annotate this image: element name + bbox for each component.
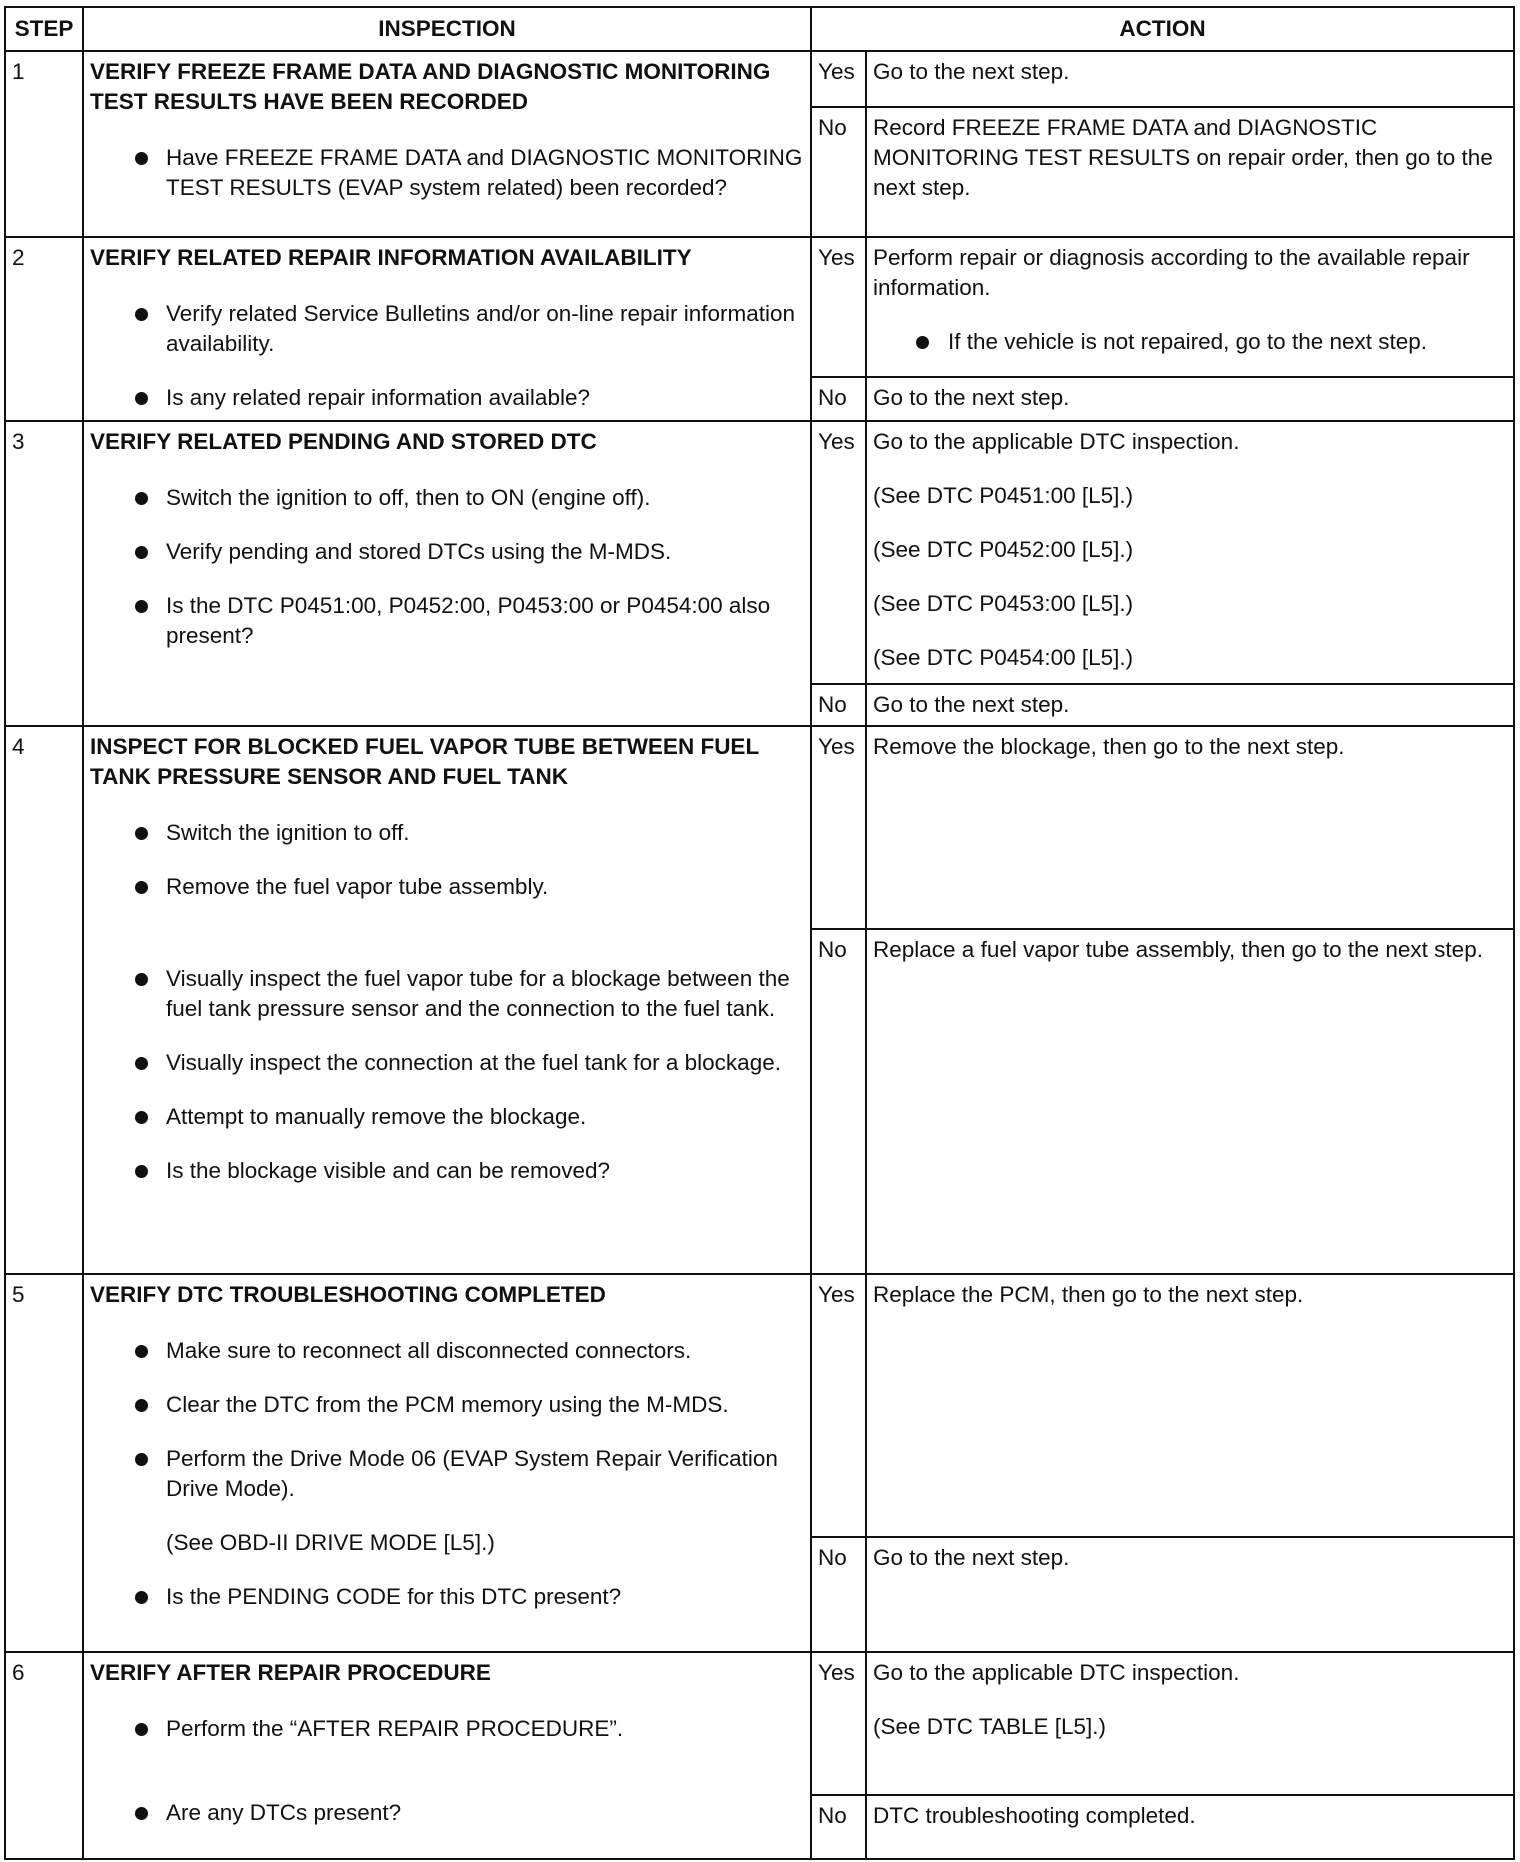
step-4-yes-label: Yes bbox=[811, 726, 866, 929]
step-2-bullet: Is any related repair information available? bbox=[90, 383, 805, 413]
step-3-yes-action bbox=[866, 421, 1514, 684]
step-1-yes-label: Yes bbox=[811, 51, 866, 107]
step-5-drive-mode-reference: (See OBD-II DRIVE MODE [L5].) bbox=[166, 1530, 495, 1555]
step-2-title: VERIFY RELATED REPAIR INFORMATION AVAILABILITY bbox=[90, 245, 692, 270]
step-5-yes-label: Yes bbox=[811, 1274, 866, 1537]
step-1-yes-row bbox=[5, 51, 1514, 107]
step-4-bullet: Visually inspect the fuel vapor tube for a blockage between the fuel tank pressure sensor and the connection to the fuel tank. bbox=[90, 964, 805, 1024]
step-4-no-action: Replace a fuel vapor tube assembly, then go to the next step. bbox=[866, 929, 1514, 1274]
step-5-yes-row bbox=[5, 1274, 1514, 1537]
step-2-yes-action-text: Perform repair or diagnosis according to the available repair information. bbox=[873, 245, 1470, 300]
step-3-no-action: Go to the next step. bbox=[866, 684, 1514, 726]
step-6-inspection bbox=[83, 1652, 811, 1859]
step-1-title: VERIFY FREEZE FRAME DATA AND DIAGNOSTIC MONITORING TEST RESULTS HAVE BEEN RECORDED bbox=[90, 59, 771, 114]
step-4-yes-action: Remove the blockage, then go to the next step. bbox=[866, 726, 1514, 929]
step-3-number: 3 bbox=[5, 421, 83, 726]
step-6-number: 6 bbox=[5, 1652, 83, 1859]
step-1-number: 1 bbox=[5, 51, 83, 237]
step-3-dtc-reference: (See DTC P0454:00 [L5].) bbox=[873, 645, 1134, 670]
step-2-no-label: No bbox=[811, 377, 866, 421]
step-6-bullet: Are any DTCs present? bbox=[90, 1798, 805, 1828]
step-5-no-action: Go to the next step. bbox=[866, 1537, 1514, 1652]
step-4-bullet: Visually inspect the connection at the fuel tank for a blockage. bbox=[90, 1048, 805, 1078]
step-3-dtc-reference: (See DTC P0453:00 [L5].) bbox=[873, 591, 1134, 616]
step-3-no-label: No bbox=[811, 684, 866, 726]
step-5-bullet: Perform the Drive Mode 06 (EVAP System Repair Verification Drive Mode). bbox=[90, 1444, 805, 1504]
step-3-yes-label: Yes bbox=[811, 421, 866, 684]
step-4-bullet: Attempt to manually remove the blockage. bbox=[90, 1102, 805, 1132]
step-4-bullet: Is the blockage visible and can be removed? bbox=[90, 1156, 805, 1186]
step-6-yes-label: Yes bbox=[811, 1652, 866, 1795]
inspection-column-header: INSPECTION bbox=[83, 7, 811, 51]
step-3-yes-action-text: Go to the applicable DTC inspection. bbox=[873, 429, 1240, 454]
step-2-yes-row bbox=[5, 237, 1514, 377]
step-1-no-action: Record FREEZE FRAME DATA and DIAGNOSTIC MONITORING TEST RESULTS on repair order, then go to the next step. bbox=[866, 107, 1514, 237]
step-2-inspection bbox=[83, 237, 811, 421]
step-6-no-action: DTC troubleshooting completed. bbox=[866, 1795, 1514, 1859]
step-3-dtc-reference: (See DTC P0452:00 [L5].) bbox=[873, 537, 1134, 562]
step-4-yes-row bbox=[5, 726, 1514, 929]
step-5-bullet: Is the PENDING CODE for this DTC present? bbox=[90, 1582, 805, 1612]
step-6-title: VERIFY AFTER REPAIR PROCEDURE bbox=[90, 1660, 491, 1685]
step-6-dtc-table-reference: (See DTC TABLE [L5].) bbox=[873, 1714, 1106, 1739]
step-3-bullet: Is the DTC P0451:00, P0452:00, P0453:00 or P0454:00 also present? bbox=[90, 591, 805, 651]
action-column-header: ACTION bbox=[811, 7, 1514, 51]
step-2-bullet: Verify related Service Bulletins and/or on-line repair information availability. bbox=[90, 299, 805, 359]
step-5-bullet: Make sure to reconnect all disconnected connectors. bbox=[90, 1336, 805, 1366]
step-2-yes-label: Yes bbox=[811, 237, 866, 377]
step-5-bullet: Clear the DTC from the PCM memory using the M-MDS. bbox=[90, 1390, 805, 1420]
header-row bbox=[5, 7, 1514, 51]
step-6-no-label: No bbox=[811, 1795, 866, 1859]
step-2-yes-action bbox=[866, 237, 1514, 377]
step-2-yes-action-bullet: If the vehicle is not repaired, go to the next step. bbox=[873, 327, 1508, 357]
step-3-dtc-reference: (See DTC P0451:00 [L5].) bbox=[873, 483, 1134, 508]
step-5-number: 5 bbox=[5, 1274, 83, 1652]
step-4-inspection bbox=[83, 726, 811, 1274]
step-1-inspection bbox=[83, 51, 811, 237]
step-5-yes-action: Replace the PCM, then go to the next step. bbox=[866, 1274, 1514, 1537]
step-3-bullet: Verify pending and stored DTCs using the M-MDS. bbox=[90, 537, 805, 567]
step-4-bullet: Switch the ignition to off. bbox=[90, 818, 805, 848]
step-6-yes-action-text: Go to the applicable DTC inspection. bbox=[873, 1660, 1240, 1685]
step-6-yes-row bbox=[5, 1652, 1514, 1795]
step-3-inspection bbox=[83, 421, 811, 726]
step-2-number: 2 bbox=[5, 237, 83, 421]
step-3-yes-row bbox=[5, 421, 1514, 684]
step-1-bullet: Have FREEZE FRAME DATA and DIAGNOSTIC MONITORING TEST RESULTS (EVAP system related) been recorded? bbox=[90, 143, 805, 203]
step-column-header: STEP bbox=[5, 7, 83, 51]
step-5-inspection bbox=[83, 1274, 811, 1652]
diagnostic-procedure-table bbox=[4, 6, 1515, 1860]
step-1-yes-action: Go to the next step. bbox=[866, 51, 1514, 107]
step-2-no-action: Go to the next step. bbox=[866, 377, 1514, 421]
step-3-bullet: Switch the ignition to off, then to ON (engine off). bbox=[90, 483, 805, 513]
step-6-yes-action bbox=[866, 1652, 1514, 1795]
step-4-no-label: No bbox=[811, 929, 866, 1274]
step-3-title: VERIFY RELATED PENDING AND STORED DTC bbox=[90, 429, 597, 454]
step-5-no-label: No bbox=[811, 1537, 866, 1652]
step-4-bullet: Remove the fuel vapor tube assembly. bbox=[90, 872, 805, 902]
step-1-no-label: No bbox=[811, 107, 866, 237]
step-4-number: 4 bbox=[5, 726, 83, 1274]
step-5-title: VERIFY DTC TROUBLESHOOTING COMPLETED bbox=[90, 1282, 606, 1307]
step-6-bullet: Perform the “AFTER REPAIR PROCEDURE”. bbox=[90, 1714, 805, 1744]
step-4-title: INSPECT FOR BLOCKED FUEL VAPOR TUBE BETWEEN FUEL TANK PRESSURE SENSOR AND FUEL TANK bbox=[90, 734, 759, 789]
